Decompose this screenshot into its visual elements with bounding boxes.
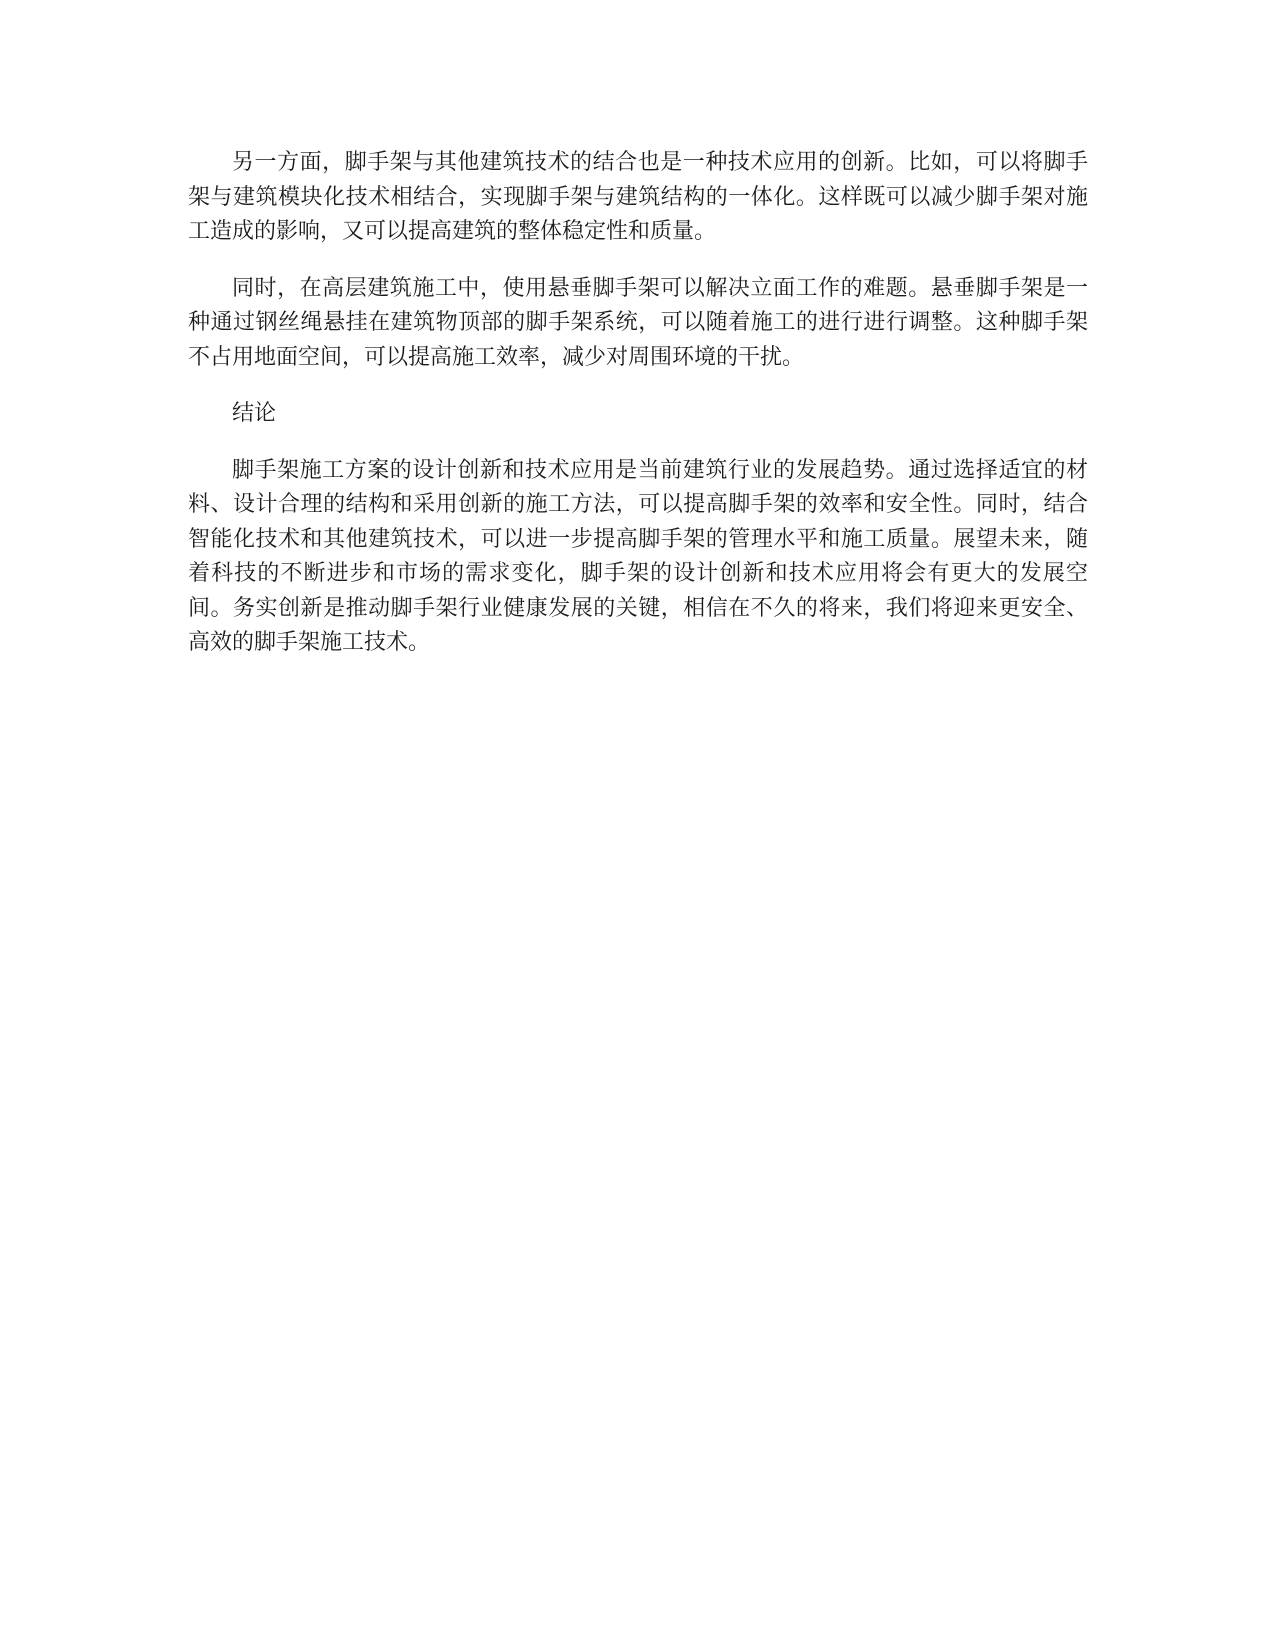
document-body xyxy=(188,146,1088,683)
body-paragraph-suspended-scaffold: 同时，在高层建筑施工中，使用悬垂脚手架可以解决立面工作的难题。悬垂脚手架是一种通过钢丝绳悬挂在建筑物顶部的脚手架系统，可以随着施工的进行进行调整。这种脚手架不占用地面空间，可以提高施工效率，减少对周围环境的干扰。 xyxy=(188,275,1088,370)
conclusion-heading: 结论 xyxy=(232,401,277,426)
body-paragraph-integration: 另一方面，脚手架与其他建筑技术的结合也是一种技术应用的创新。比如，可以将脚手架与建筑模块化技术相结合，实现脚手架与建筑结构的一体化。这样既可以减少脚手架对施工造成的影响，又可以提高建筑的整体稳定性和质量。 xyxy=(188,150,1088,244)
conclusion-paragraph: 脚手架施工方案的设计创新和技术应用是当前建筑行业的发展趋势。通过选择适宜的材料、设计合理的结构和采用创新的施工方法，可以提高脚手架的效率和安全性。同时，结合智能化技术和其他建筑技术，可以进一步提高脚手架的管理水平和施工质量。展望未来，随着科技的不断进步和市场的需求变化，脚手架的设计创新和技术应用将会有更大的发展空间。务实创新是推动脚手架行业健康发展的关键，相信在不久的将来，我们将迎来更安全、高效的脚手架施工技术。 xyxy=(188,457,1088,655)
